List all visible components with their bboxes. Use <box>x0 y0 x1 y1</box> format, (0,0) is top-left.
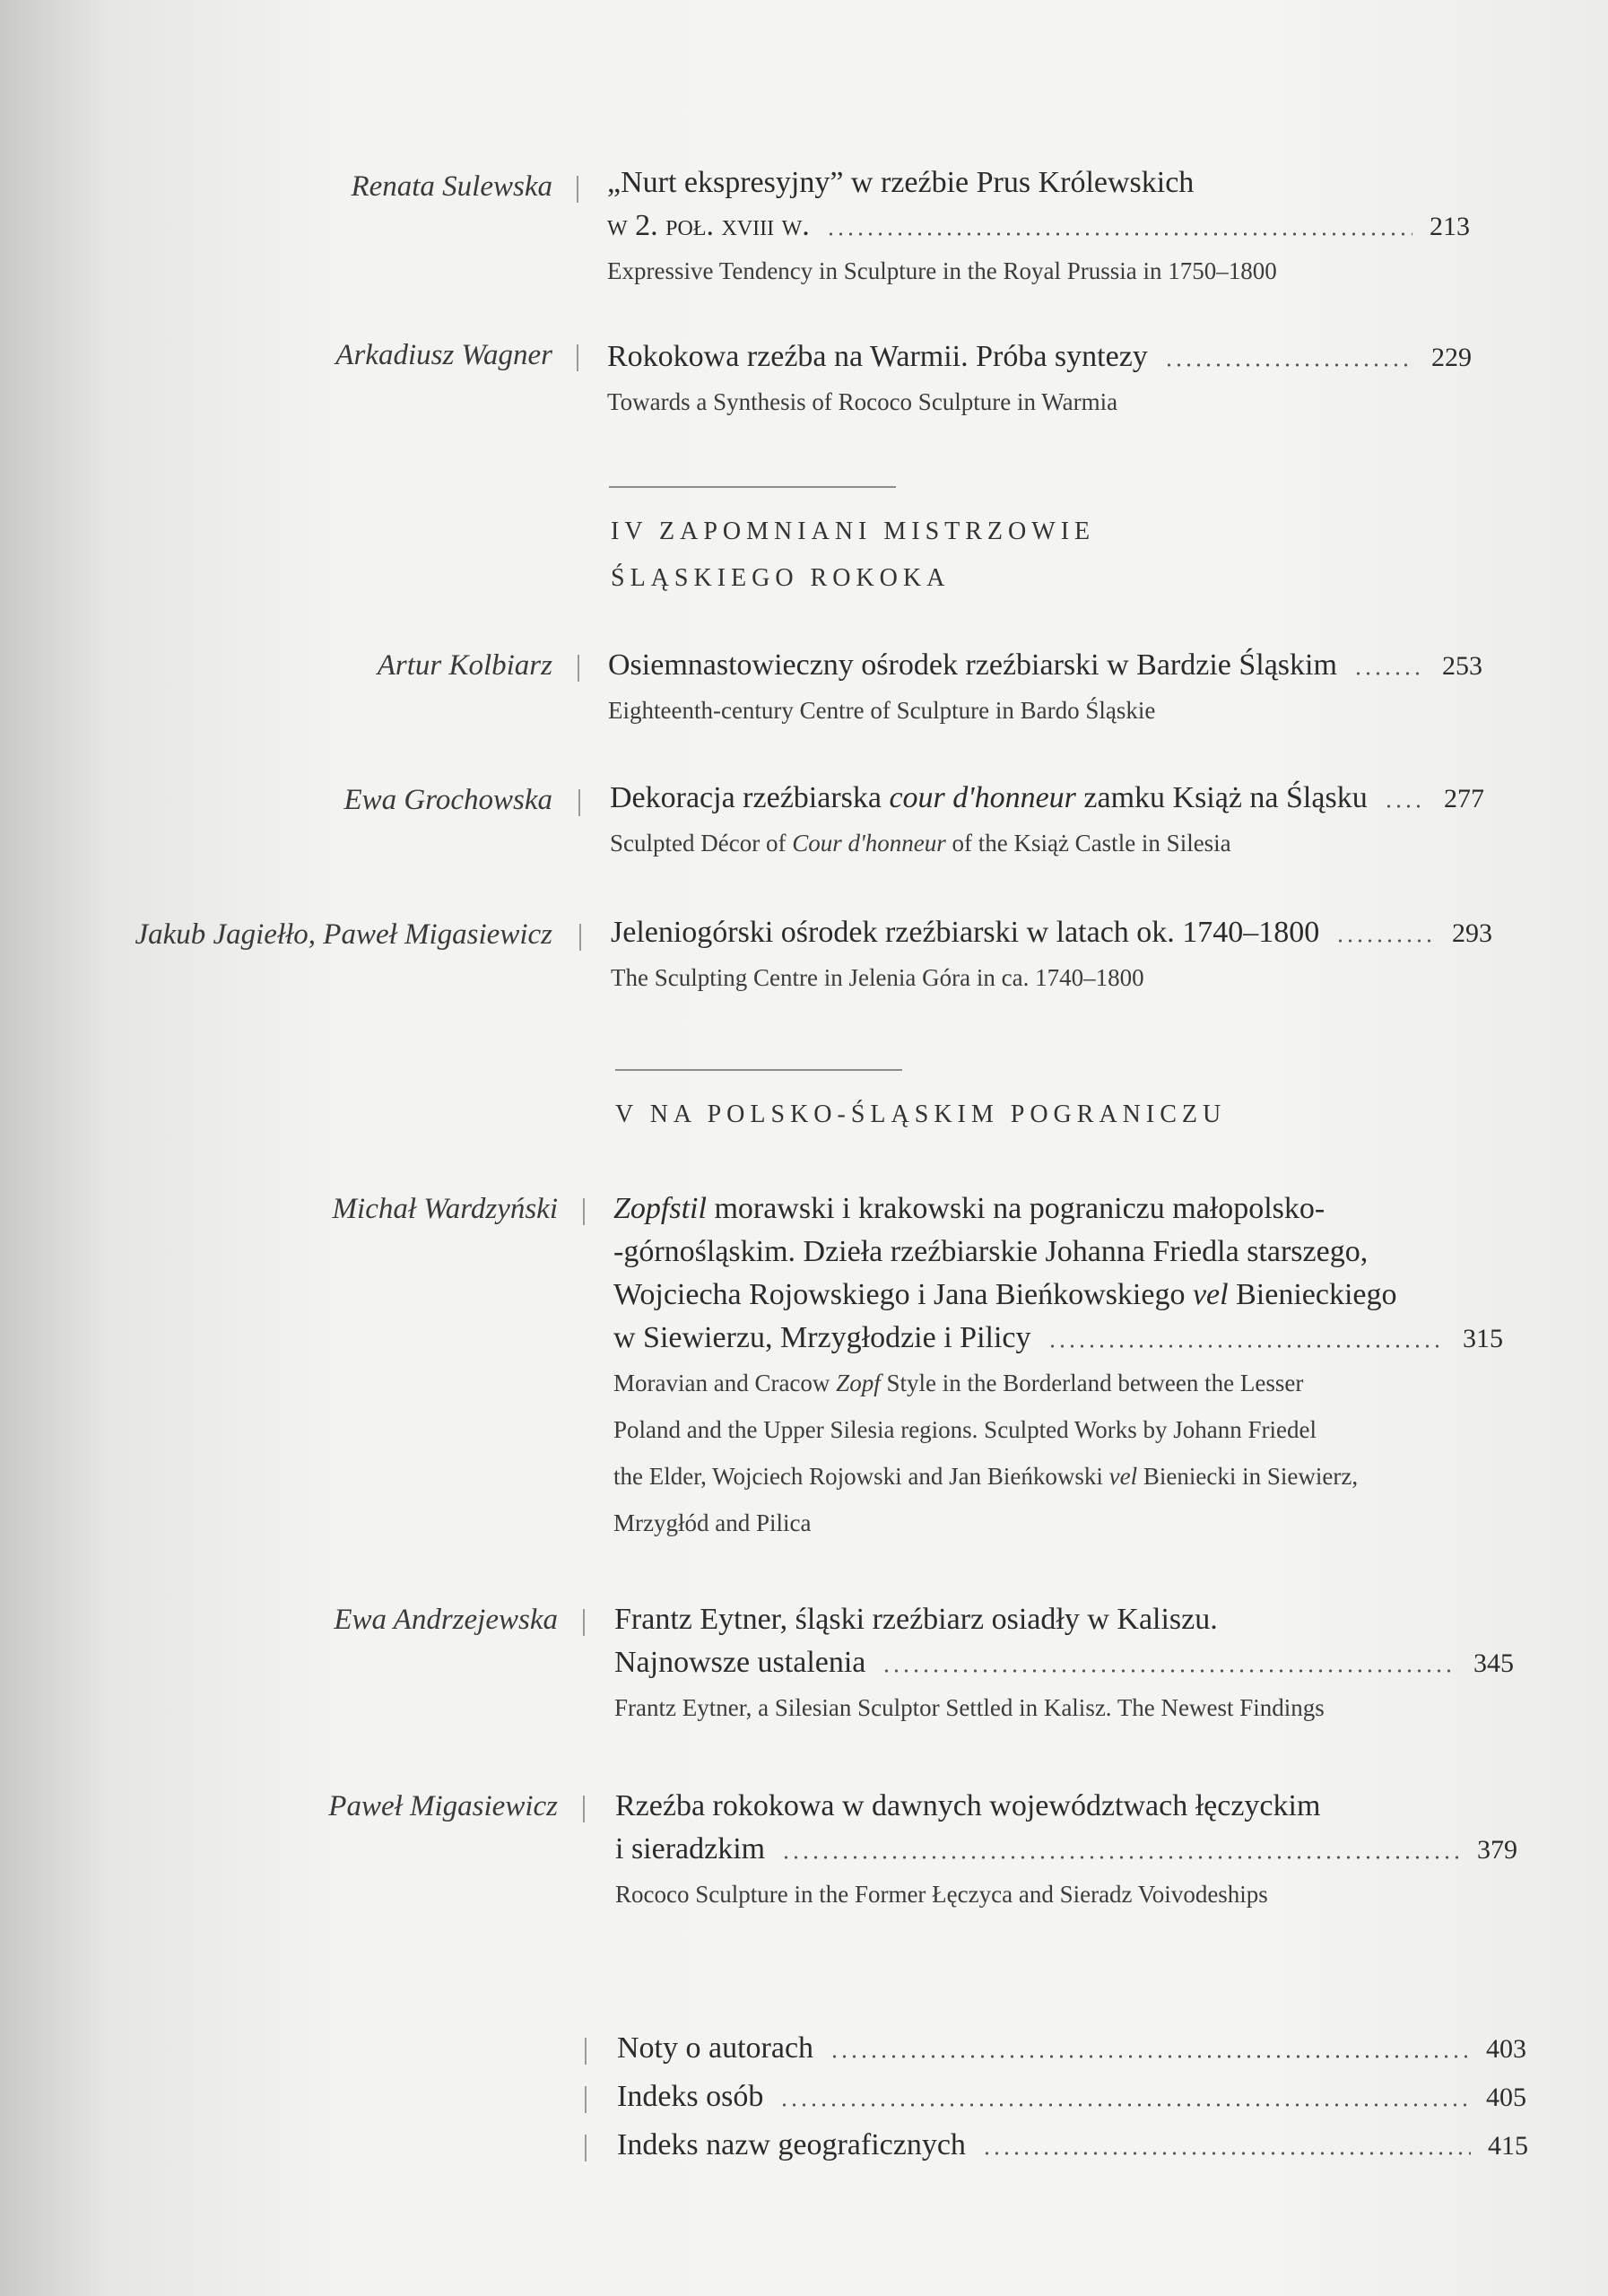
section-rule <box>609 486 896 488</box>
leader-dots <box>1335 938 1435 944</box>
separator-bar <box>583 1609 585 1636</box>
entry-title-line: Frantz Eytner, śląski rzeźbiarz osiadły w Kaliszu. <box>614 1603 1218 1636</box>
entry-title-line: i sieradzkim <box>615 1832 766 1866</box>
entry-page-number: 213 <box>1430 212 1470 241</box>
separator-bar <box>577 344 578 371</box>
entry-subtitle: The Sculpting Centre in Jelenia Góra in ca. 1740–1800 <box>611 964 1144 991</box>
leader-dots <box>1384 804 1427 809</box>
leader-dots <box>826 231 1412 237</box>
entry-title-line: Rokokowa rzeźba na Warmii. Próba syntezy <box>607 340 1148 373</box>
entry-author: Artur Kolbiarz <box>377 649 552 682</box>
leader-dots <box>1164 362 1414 368</box>
leader-dots <box>882 1668 1456 1674</box>
entry-page-number: 253 <box>1442 651 1482 681</box>
entry-subtitle-line: Mrzygłód and Pilica <box>613 1509 812 1536</box>
separator-bar <box>583 1198 585 1225</box>
entry-title-line: Dekoracja rzeźbiarska cour d'honneur zamku Książ na Śląsku <box>610 781 1368 814</box>
entry-title-line: Osiemnastowieczny ośrodek rzeźbiarski w Bardzie Śląskim <box>608 648 1337 682</box>
entry-author: Arkadiusz Wagner <box>335 339 552 371</box>
entry-subtitle: Eighteenth-century Centre of Sculpture in Bardo Śląskie <box>608 697 1156 724</box>
leader-dots <box>1047 1344 1446 1349</box>
entry-subtitle: Rococo Sculpture in the Former Łęczyca and Sieradz Voivodeships <box>615 1881 1268 1908</box>
entry-title-line: w Siewierzu, Mrzygłodzie i Pilicy <box>613 1321 1031 1354</box>
entry-subtitle: Frantz Eytner, a Silesian Sculptor Settled in Kalisz. The Newest Findings <box>614 1694 1325 1721</box>
leader-dots <box>1353 671 1425 676</box>
separator-bar <box>583 1796 585 1822</box>
entry-title-line: Rzeźba rokokowa w dawnych województwach łęczyckim <box>615 1789 1321 1822</box>
entry-subtitle-line: Moravian and Cracow Zopf Style in the Borderland between the Lesser <box>613 1370 1304 1396</box>
entry-page-number: 229 <box>1431 343 1472 372</box>
entry-title-line: -górnośląskim. Dzieła rzeźbiarskie Johanna Friedla starszego, <box>613 1235 1369 1268</box>
entry-subtitle: Sculpted Décor of Cour d'honneur of the Książ Castle in Silesia <box>610 830 1231 857</box>
entry-author: Renata Sulewska <box>351 170 552 203</box>
separator-bar <box>578 655 579 682</box>
separator-bar <box>585 2038 587 2065</box>
entry-page-number: 379 <box>1477 1835 1517 1865</box>
leader-dots <box>830 2054 1469 2059</box>
separator-bar <box>585 2086 587 2113</box>
entry-subtitle: Expressive Tendency in Sculpture in the Royal Prussia in 1750–1800 <box>607 257 1277 284</box>
leader-dots <box>781 1855 1460 1860</box>
section-heading: V NA POLSKO-ŚLĄSKIM POGRANICZU <box>615 1100 1227 1128</box>
entry-author: Ewa Grochowska <box>343 784 552 816</box>
separator-bar <box>585 2135 587 2161</box>
entry-title-line: Wojciecha Rojowskiego i Jana Bieńkowskiego vel Bienieckiego <box>613 1278 1397 1311</box>
entry-author: Ewa Andrzejewska <box>334 1604 558 1636</box>
entry-title-line: Najnowsze ustalenia <box>614 1646 866 1679</box>
section-rule <box>615 1069 902 1071</box>
entry-title-line: Zopfstil morawski i krakowski na pograniczu małopolsko- <box>613 1192 1326 1225</box>
entry-title-line: Jeleniogórski ośrodek rzeźbiarski w latach ok. 1740–1800 <box>611 916 1320 949</box>
separator-bar <box>579 924 581 951</box>
back-matter-title: Indeks osób <box>617 2080 764 2113</box>
separator-bar <box>578 789 580 816</box>
back-matter-title: Noty o autorach <box>617 2031 814 2065</box>
entry-subtitle: Towards a Synthesis of Rococo Sculpture in Warmia <box>607 388 1118 415</box>
section-heading: ŚLĄSKIEGO ROKOKA <box>611 564 951 592</box>
entry-title-line: „Nurt ekspresyjny” w rzeźbie Prus Królewskich <box>607 166 1195 199</box>
entry-page-number: 315 <box>1463 1324 1503 1353</box>
entry-subtitle-line: Poland and the Upper Silesia regions. Sculpted Works by Johann Friedel <box>613 1416 1317 1443</box>
separator-bar <box>577 176 578 203</box>
entry-title-line: w 2. poł. xviii w. <box>607 209 810 242</box>
back-matter-page: 415 <box>1488 2131 1528 2161</box>
back-matter-title: Indeks nazw geograficznych <box>617 2128 966 2161</box>
entry-author: Paweł Migasiewicz <box>328 1790 558 1822</box>
entry-page-number: 293 <box>1452 918 1492 948</box>
back-matter-page: 403 <box>1486 2034 1526 2064</box>
entry-page-number: 345 <box>1473 1648 1514 1678</box>
entry-author: Michał Wardzyński <box>332 1193 558 1225</box>
leader-dots <box>779 2102 1469 2108</box>
leader-dots <box>982 2151 1471 2156</box>
entry-page-number: 277 <box>1444 784 1484 813</box>
entry-author: Jakub Jagiełło, Paweł Migasiewicz <box>135 918 552 951</box>
back-matter-page: 405 <box>1486 2083 1526 2112</box>
section-heading: IV ZAPOMNIANI MISTRZOWIE <box>611 517 1096 545</box>
entry-subtitle-line: the Elder, Wojciech Rojowski and Jan Bieńkowski vel Bieniecki in Siewierz, <box>613 1463 1359 1490</box>
